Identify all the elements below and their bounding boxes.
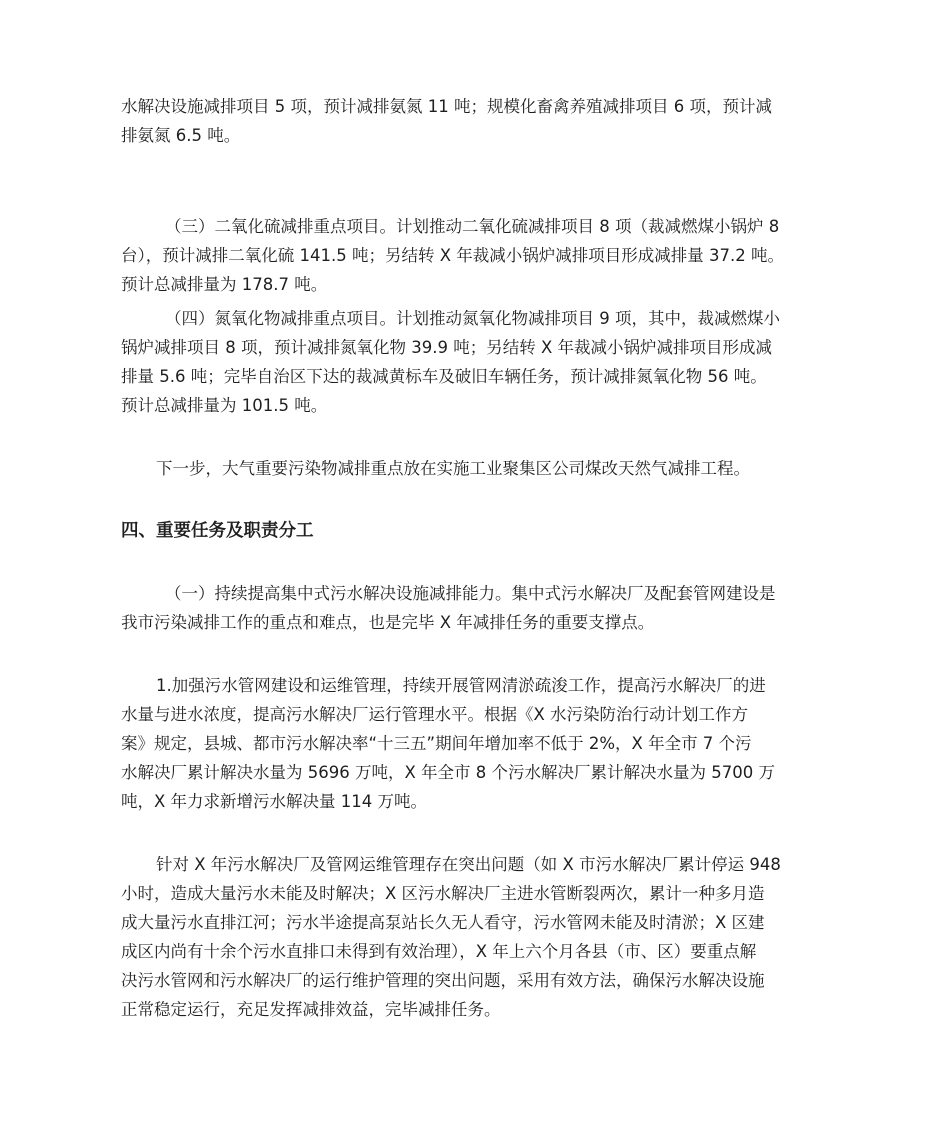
paragraph-pipe-network (121, 671, 775, 816)
text-line: 案》规定，县城、都市污水解决率“十三五”期间年增加率不低于 2%，X 年全市 7 个污 (121, 734, 752, 753)
text-line: 预计总减排量为 178.7 吨。 (121, 275, 328, 294)
text-line: 我市污染减排工作的重点和难点，也是完毕 X 年减排任务的重要支撑点。 (121, 613, 655, 632)
text-line: 水解决厂累计解决水量为 5696 万吨，X 年全市 8 个污水解决厂累计解决水量为 5700 万 (121, 763, 775, 782)
text-line: 小时，造成大量污水未能及时解决；X 区污水解决厂主进水管断裂两次，累计一种多月造 (121, 884, 765, 903)
paragraph-sulfur-dioxide (121, 212, 784, 299)
paragraph-ammonia-continuation (121, 92, 772, 150)
text-line: 针对 X 年污水解决厂及管网运维管理存在突出问题（如 X 市污水解决厂累计停运 948 (156, 855, 781, 874)
text-line: （四）氮氧化物减排重点项目。计划推动氮氧化物减排项目 9 项，其中，裁减燃煤小 (165, 309, 780, 328)
text-line: 锅炉减排项目 8 项，预计减排氮氧化物 39.9 吨；另结转 X 年裁减小锅炉减排项目形成减 (121, 338, 773, 357)
text-line: 水量与进水浓度，提高污水解决厂运行管理水平。根据《X 水污染防治行动计划工作方 (121, 705, 749, 724)
text-line: 台），预计减排二氧化硫 141.5 吨；另结转 X 年裁减小锅炉减排项目形成减排量 37.2 吨。 (121, 246, 784, 265)
text-line: （一）持续提高集中式污水解决设施减排能力。集中式污水解决厂及配套管网建设是 (165, 584, 776, 603)
paragraph-sewage-capacity (121, 579, 776, 637)
text-line: 正常稳定运行，充足发挥减排效益，完毕减排任务。 (121, 1000, 501, 1019)
text-line: 成大量污水直排江河；污水半途提高泵站长久无人看守，污水管网未能及时清淤；X 区建 (121, 913, 765, 932)
text-line: 成区内尚有十余个污水直排口未得到有效治理），X 年上六个月各县（市、区）要重点解 (121, 942, 757, 961)
section-heading: 四、重要任务及职责分工 (121, 521, 314, 541)
text-line: 水解决设施减排项目 5 项，预计减排氨氮 11 吨；规模化畜禽养殖减排项目 6 项，预计减 (121, 97, 772, 116)
text-line: 排氨氮 6.5 吨。 (121, 126, 241, 145)
text-line: 预计总减排量为 101.5 吨。 (121, 396, 328, 415)
text-line: 排量 5.6 吨；完毕自治区下达的裁减黄标车及破旧车辆任务，预计减排氮氧化物 56 吨。 (121, 367, 767, 386)
paragraph-nitrogen-oxides (121, 304, 780, 420)
text-line: 决污水管网和污水解决厂的运行维护管理的突出问题，采用有效方法，确保污水解决设施 (121, 971, 765, 990)
paragraph-operation-problems (121, 850, 781, 1024)
text-line: 下一步，大气重要污染物减排重点放在实施工业聚集区公司煤改天然气减排工程。 (156, 459, 750, 478)
text-line: （三）二氧化硫减排重点项目。计划推动二氧化硫减排项目 8 项（裁减燃煤小锅炉 8 (165, 217, 780, 236)
paragraph-next-step (121, 454, 750, 483)
text-line: 吨，X 年力求新增污水解决量 114 万吨。 (121, 792, 428, 811)
text-line: 1.加强污水管网建设和运维管理，持续开展管网清淤疏浚工作，提高污水解决厂的进 (156, 676, 766, 695)
